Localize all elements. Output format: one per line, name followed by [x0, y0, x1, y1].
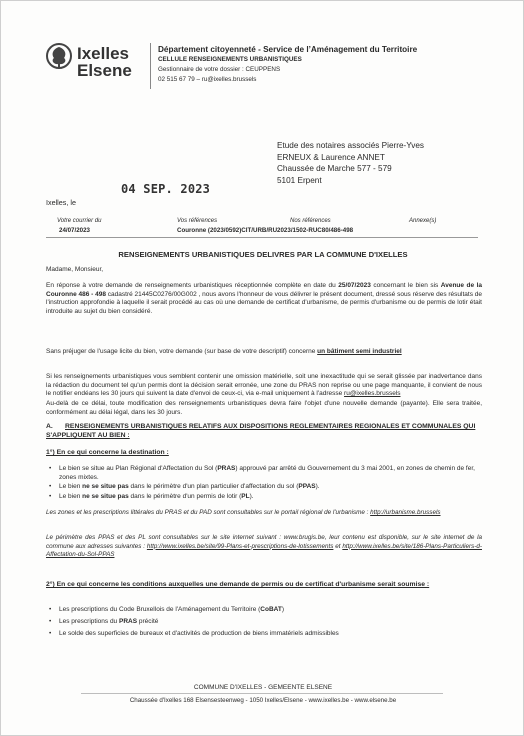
- b2-b: ne se situe pas: [82, 483, 129, 490]
- ixelles-tree-logo: [45, 43, 73, 79]
- ref-letter-date: 24/07/2023: [59, 227, 90, 234]
- date-stamp: 04 SEP. 2023: [121, 182, 211, 196]
- recipient-line-1: Etude des notaires associés Pierre-Yves: [277, 141, 424, 150]
- note1-text: Les zones et les prescriptions littérales du PRAS et du PAD sont consultables sur le portail régional de l'urbanisme :: [46, 509, 371, 516]
- b2-c: dans le périmètre d'un plan particulier d'affectation du sol (: [128, 483, 299, 490]
- building-type: un bâtiment semi industriel: [317, 348, 402, 355]
- ref-divider: [46, 237, 478, 238]
- c1-c: ): [281, 606, 284, 613]
- salutation: Madame, Monsieur,: [46, 266, 104, 273]
- section-a-heading: [46, 422, 486, 440]
- paragraph-request: [46, 282, 482, 317]
- p1-text-c: concernant le bien sis: [370, 282, 441, 289]
- footer-commune: COMMUNE D'IXELLES - GEMEENTE ELSENE: [193, 684, 333, 691]
- section-a-number: A.: [46, 423, 53, 430]
- p2-text-a: Sans préjuger de l'usage licite du bien, votre demande (sur base de votre descriptif) concerne: [46, 348, 318, 355]
- bullet-icon: •: [49, 630, 52, 637]
- ppas-link[interactable]: http://www.ixelles.be/site/186-Plans-Particuliers-d-Affectation-du-Sol-PPAS: [46, 542, 482, 558]
- list-item: [49, 465, 484, 482]
- bullet-icon: •: [49, 465, 52, 472]
- file-manager: Gestionnaire de votre dossier : CEUPPENS: [158, 66, 281, 73]
- bullet-icon: •: [49, 493, 52, 500]
- b1-c: ) approuvé par arrêté du Gouvernement du 3 mai 2001, en zones de chemin de fer, zones mixtes.: [59, 465, 475, 481]
- p3-text-a: Si les renseignements urbanistiques vous semblent contenir une omission matérielle, soit une inexactitude qui se serait glissée par inadvertance dans la rédaction du document tel qu'un permis dont la décision serait erronée, une zone du PRAS non reprise ou une page manquante, il convient de nous le notifier endéans les 30 jours qui suivent la date d'envoi de ceux-ci, via e-mail uniquement à l'adresse: [46, 373, 482, 398]
- note-pras: [46, 509, 482, 518]
- p1-text-e: cadastré 21445C0276/00G002 , nous avons l'honneur de vous délivrer le présent document, dressé sous réserve des résultats de l'instruction approfondie à laquelle il serait procédé au cas où une demande de certificat d'urbanisme, de permis d'urbanisme ou de permis de lotir était introduite au sujet du bien considéré.: [46, 290, 482, 316]
- place-label: Ixelles, le: [46, 198, 76, 207]
- paragraph-omission: [46, 373, 482, 399]
- c1-b: CoBAT: [260, 606, 282, 613]
- list-item: [49, 618, 484, 627]
- ref-header-letter: Votre courrier du: [57, 218, 102, 224]
- paragraph-deadline: Au-delà de ce délai, toute modification des renseignements urbanistiques devra faire l'objet d'une nouvelle demande (payante). Elle sera traitée, conformément au délai légal, dans les 30 jours.: [46, 400, 482, 416]
- p1-text-a: En réponse à votre demande de renseignements urbanistiques réceptionnée complète en date du: [46, 282, 336, 289]
- b3-e: ).: [249, 493, 254, 500]
- list-item: [49, 483, 484, 492]
- brand-line-2: Elsene: [77, 61, 132, 80]
- b3-a: Le bien: [59, 493, 83, 500]
- email-link[interactable]: ru@ixelles.brussels: [344, 390, 401, 398]
- bullet-icon: •: [49, 483, 52, 490]
- b1-a: Le bien se situe au Plan Régional d'Affectation du Sol (: [59, 465, 218, 472]
- note-ppas: [46, 534, 482, 560]
- document-title: RENSEIGNEMENTS URBANISTIQUES DELIVRES PAR LA COMMUNE D'IXELLES: [118, 250, 408, 259]
- footer-address: Chaussée d'Ixelles 168 Elsensesteenweg - 1050 Ixelles/Elsene - www.ixelles.be - www.elsene.be: [129, 697, 397, 704]
- note2-and: et: [333, 542, 343, 550]
- urbanisme-link[interactable]: http://urbanisme.brussels: [370, 509, 441, 516]
- department-block: [158, 45, 478, 85]
- contact-info: 02 515 67 79 – ru@ixelles.brussels: [158, 76, 257, 83]
- c2-c: précité: [137, 618, 159, 625]
- b2-e: ).: [315, 483, 320, 490]
- header-separator: [150, 43, 151, 89]
- footer-divider: [81, 693, 443, 694]
- list-item: [49, 630, 484, 639]
- paragraph-usage: [46, 348, 482, 357]
- list-item: [49, 606, 484, 615]
- cell-name: CELLULE RENSEIGNEMENTS URBANISTIQUES: [158, 56, 302, 63]
- subsection-conditions: [46, 580, 486, 589]
- request-date: 25/07/2023: [338, 282, 371, 289]
- c2-b: PRAS: [118, 618, 138, 625]
- subsection-conditions-text: 2°) En ce qui concerne les conditions auxquelles une demande de permis ou de certificat d'urbanisme serait soumise :: [46, 581, 430, 588]
- property-address: Avenue de la Couronne 486 - 498: [46, 282, 483, 298]
- c2-a: Les prescriptions du: [59, 618, 119, 625]
- ref-header-ours: Nos références: [290, 218, 331, 224]
- recipient-address: [277, 140, 424, 186]
- b2-d: PPAS: [298, 483, 316, 490]
- brand-name: [77, 45, 132, 79]
- recipient-line-2: ERNEUX & Laurence ANNET: [277, 152, 385, 162]
- recipient-line-4: 5101 Erpent: [277, 175, 322, 185]
- ref-numbers: Couronne (2023/0592)CIT/URB/RU2023/1502-RUC80/486-498: [177, 227, 354, 234]
- bullet-icon: •: [49, 606, 52, 613]
- b3-d: PL: [241, 493, 250, 500]
- ref-header-yours: Vos références: [177, 218, 218, 224]
- brand-line-1: Ixelles: [77, 44, 129, 63]
- c1-a: Les prescriptions du Code Bruxellois de l'Aménagement du Territoire (: [59, 606, 261, 613]
- section-a-text: RENSEIGNEMENTS URBANISTIQUES RELATIFS AUX DISPOSITIONS REGLEMENTAIRES REGIONALES ET COMMUNALES QUI S'APPLIQUENT AU BIEN :: [46, 423, 476, 439]
- note2-text: Le périmètre des PPAS et des PL sont consultables sur le site internet suivant : www.brugis.be, leur contenu est disponible, sur le site internet de la commune aux adresses suivantes :: [46, 534, 482, 550]
- recipient-line-3: Chaussée de Marche 577 - 579: [277, 164, 392, 173]
- b3-c: dans le périmètre d'un permis de lotir (: [128, 493, 242, 500]
- b1-b: PRAS: [217, 465, 236, 472]
- department-title: Département citoyenneté - Service de l’Aménagement du Territoire: [158, 45, 418, 54]
- list-item: [49, 493, 484, 502]
- ref-header-annex: Annexe(s): [409, 218, 437, 224]
- lotissements-link[interactable]: http://www.ixelles.be/site/99-Plans-et-prescriptions-de-lotissements: [146, 542, 334, 550]
- c3: Le solde des superficies de bureaux et d'activités de production de biens immatériels admissibles: [59, 630, 339, 637]
- bullet-icon: •: [49, 618, 52, 625]
- b2-a: Le bien: [59, 483, 83, 490]
- subsection-destination: 1°) En ce qui concerne la destination :: [46, 449, 169, 456]
- b3-b: ne se situe pas: [82, 493, 129, 500]
